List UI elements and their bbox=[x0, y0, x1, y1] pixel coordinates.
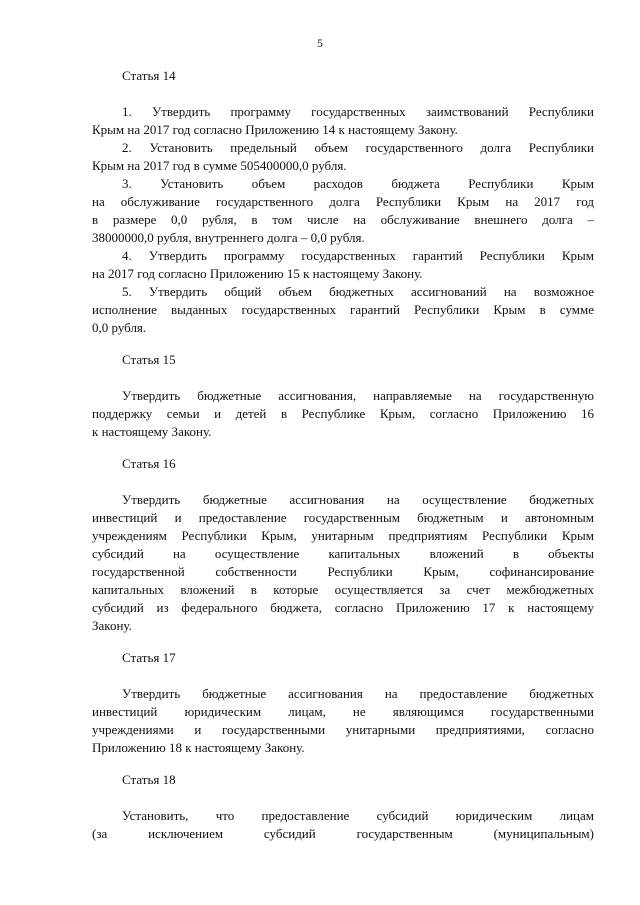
paragraph-line: капитальных вложений в которые осуществляется за счет межбюджетных bbox=[92, 582, 594, 597]
paragraph-line: на обслуживание государственного долга Республики Крым на 2017 год bbox=[92, 194, 594, 209]
paragraph-line: учреждениям Республики Крым, унитарным предприятиям Республики Крым bbox=[92, 528, 594, 543]
article-17-heading: Статья 17 bbox=[122, 650, 176, 665]
paragraph-line: 2. Установить предельный объем государственного долга Республики bbox=[122, 140, 594, 155]
paragraph-line: в размере 0,0 рубля, в том числе на обслуживание внешнего долга – bbox=[92, 212, 594, 227]
paragraph-line: к настоящему Закону. bbox=[92, 424, 212, 439]
paragraph-line: Утвердить бюджетные ассигнования на осуществление бюджетных bbox=[122, 492, 594, 507]
paragraph-line: инвестиций и предоставление государственным бюджетным и автономным bbox=[92, 510, 594, 525]
paragraph-line: учреждениями и государственными унитарными предприятиями, согласно bbox=[92, 722, 594, 737]
paragraph-line: субсидий из федерального бюджета, согласно Приложению 17 к настоящему bbox=[92, 600, 594, 615]
paragraph-line: исполнение выданных государственных гарантий Республики Крым в сумме bbox=[92, 302, 594, 317]
article-15-heading: Статья 15 bbox=[122, 352, 176, 367]
paragraph-line: (за исключением субсидий государственным (муниципальным) bbox=[92, 826, 594, 841]
paragraph-line: на 2017 год согласно Приложению 15 к настоящему Закону. bbox=[92, 266, 423, 281]
paragraph-line: 1. Утвердить программу государственных заимствований Республики bbox=[122, 104, 594, 119]
paragraph-line: 0,0 рубля. bbox=[92, 320, 147, 335]
paragraph-line: субсидий на осуществление капитальных вложений в объекты bbox=[92, 546, 594, 561]
paragraph-line: 38000000,0 рубля, внутреннего долга – 0,0 рубля. bbox=[92, 230, 365, 245]
paragraph-line: Установить, что предоставление субсидий юридическим лицам bbox=[122, 808, 594, 823]
paragraph-line: государственной собственности Республики Крым, софинансирование bbox=[92, 564, 594, 579]
article-16-heading: Статья 16 bbox=[122, 456, 176, 471]
page-number: 5 bbox=[317, 38, 323, 50]
paragraph-line: Утвердить бюджетные ассигнования, направляемые на государственную bbox=[122, 388, 594, 403]
paragraph-line: 4. Утвердить программу государственных гарантий Республики Крым bbox=[122, 248, 594, 263]
paragraph-line: Крым на 2017 год в сумме 505400000,0 рубля. bbox=[92, 158, 347, 173]
paragraph-line: Приложению 18 к настоящему Закону. bbox=[92, 740, 305, 755]
article-14-heading: Статья 14 bbox=[122, 68, 176, 83]
paragraph-line: инвестиций юридическим лицам, не являющимся государственными bbox=[92, 704, 594, 719]
paragraph-line: поддержку семьи и детей в Республике Крым, согласно Приложению 16 bbox=[92, 406, 594, 421]
article-18-heading: Статья 18 bbox=[122, 772, 176, 787]
paragraph-line: Утвердить бюджетные ассигнования на предоставление бюджетных bbox=[122, 686, 594, 701]
paragraph-line: 3. Установить объем расходов бюджета Республики Крым bbox=[122, 176, 594, 191]
paragraph-line: Закону. bbox=[92, 618, 132, 633]
paragraph-line: 5. Утвердить общий объем бюджетных ассигнований на возможное bbox=[122, 284, 594, 299]
paragraph-line: Крым на 2017 год согласно Приложению 14 к настоящему Закону. bbox=[92, 122, 458, 137]
